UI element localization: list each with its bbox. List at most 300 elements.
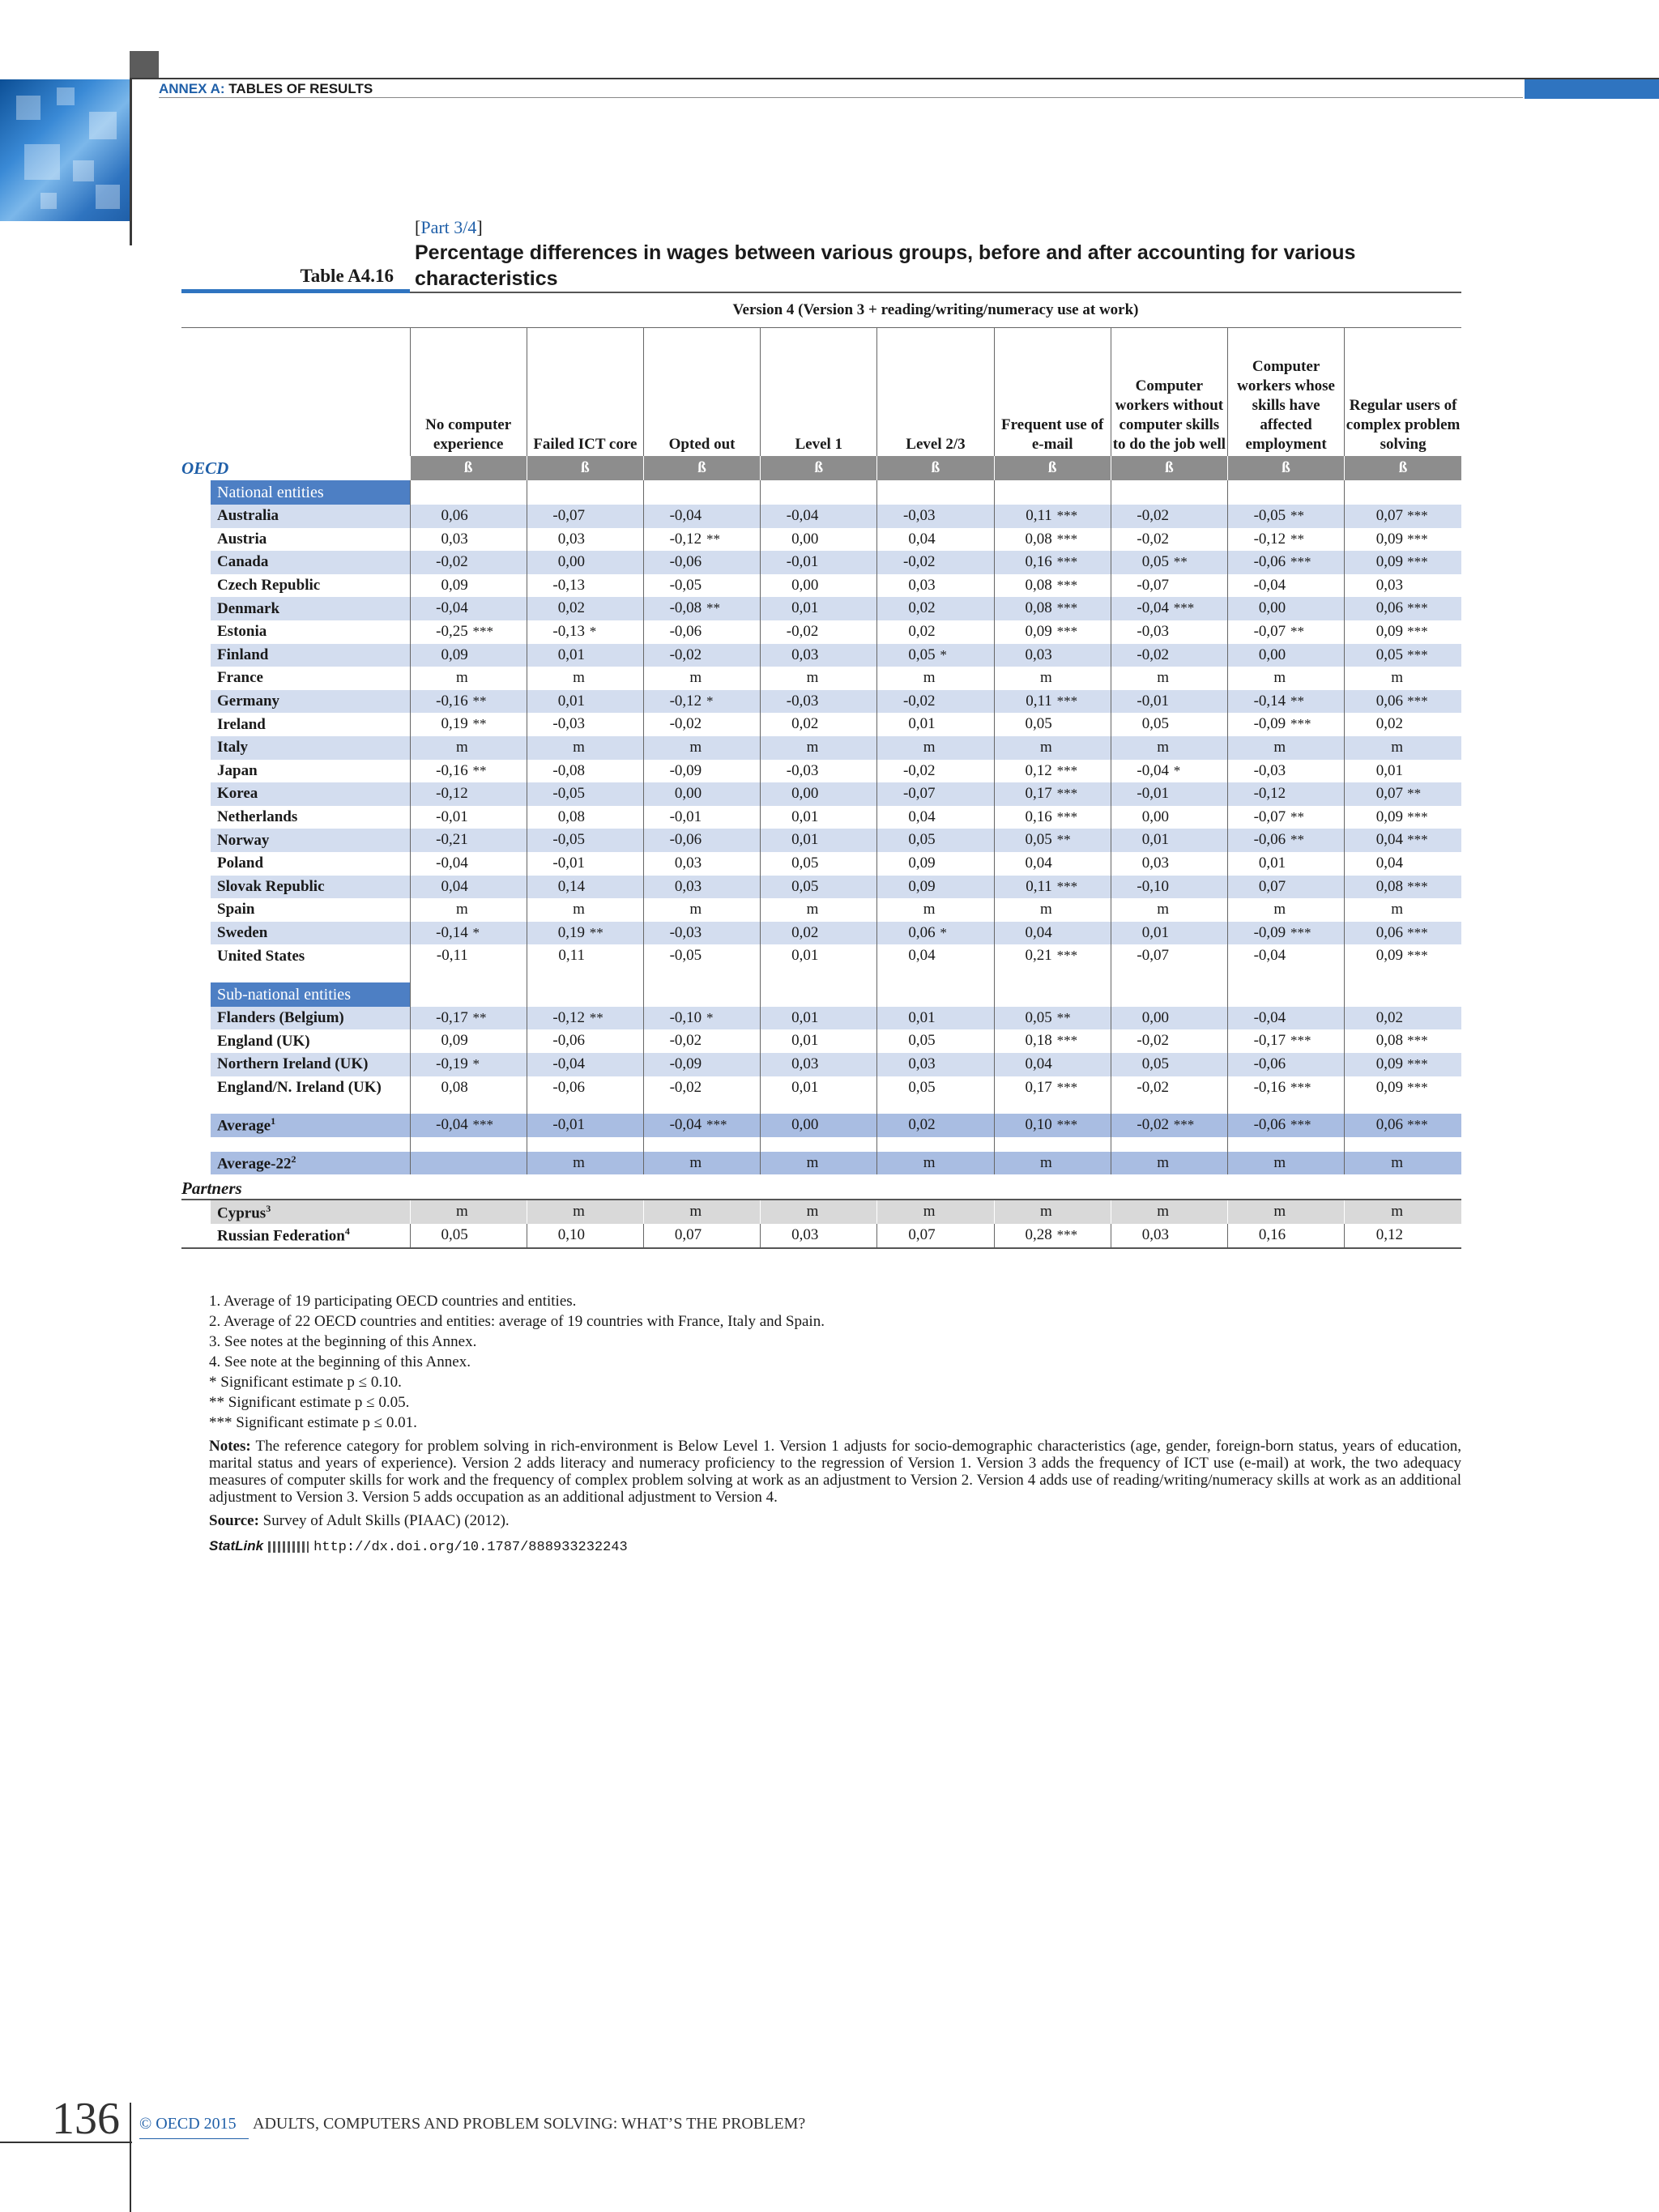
data-cell: [994, 551, 1111, 574]
cell-value: 0,01: [791, 808, 819, 825]
cell-value: m: [573, 1203, 585, 1221]
data-cell: [994, 667, 1111, 690]
empty-cell: [1345, 982, 1461, 1007]
data-cell: [527, 505, 643, 528]
cell-value: -0,02: [1137, 530, 1169, 548]
significance-stars: ***: [1407, 948, 1428, 964]
version-row: [181, 293, 1461, 328]
data-cell: [761, 597, 877, 620]
significance-stars: ***: [1056, 1227, 1078, 1243]
data-cell: [1111, 505, 1227, 528]
group-oecd: OECD: [181, 458, 229, 478]
cell-value: 0,03: [908, 576, 936, 594]
section-row: [181, 480, 1461, 505]
table-row: [181, 782, 1461, 806]
significance-stars: ***: [1056, 554, 1078, 570]
data-cell: [643, 782, 760, 806]
empty-cell: [994, 968, 1111, 982]
row-label: [181, 806, 410, 829]
data-cell: [761, 1053, 877, 1076]
cell-value: 0,05: [791, 854, 819, 872]
data-cell: [527, 644, 643, 667]
table-row: [181, 1200, 1461, 1224]
empty-cell: [877, 968, 994, 982]
cell-value: m: [1391, 738, 1403, 756]
column-header-row: [181, 328, 1461, 457]
cell-value: 0,01: [908, 715, 936, 733]
table-row: [181, 1053, 1461, 1076]
data-cell: [527, 1200, 643, 1224]
cell-value: m: [689, 1153, 702, 1171]
row-name: Netherlands: [217, 808, 298, 826]
row-label: [181, 782, 410, 806]
row-label: [181, 1053, 410, 1076]
cell-value: m: [1157, 1153, 1169, 1171]
cell-value: 0,05: [1141, 715, 1169, 733]
row-name: Cyprus: [217, 1204, 267, 1221]
row-name: France: [217, 669, 263, 687]
data-cell: [877, 944, 994, 968]
column-header: Frequent use of e-mail: [994, 328, 1111, 457]
table-row: [181, 806, 1461, 829]
empty-cell: [1111, 1137, 1227, 1152]
beta-symbol: ß: [1227, 456, 1344, 480]
cell-value: -0,02: [436, 553, 468, 571]
cell-value: 0,02: [908, 622, 936, 640]
significance-stars: ***: [1407, 1056, 1428, 1072]
empty-cell: [1227, 968, 1344, 982]
cell-value: 0,18: [1025, 1032, 1052, 1050]
cell-value: -0,07: [1137, 576, 1169, 594]
cell-value: -0,04: [1137, 599, 1169, 617]
data-cell: [1227, 551, 1344, 574]
data-cell: [1227, 852, 1344, 876]
footnote: * Significant estimate p ≤ 0.10.: [209, 1374, 402, 1391]
empty-cell: [877, 982, 994, 1007]
beta-symbol: ß: [643, 456, 760, 480]
data-cell: [761, 644, 877, 667]
cell-value: 0,01: [791, 1008, 819, 1026]
empty-cell: [877, 1174, 994, 1200]
cell-value: -0,06: [669, 831, 702, 849]
cell-value: 0,03: [1141, 1226, 1169, 1244]
data-cell: [410, 760, 527, 783]
empty-cell: [643, 1099, 760, 1114]
data-cell: [994, 760, 1111, 783]
data-cell: [877, 505, 994, 528]
row-label: [181, 528, 410, 552]
data-cell: [877, 690, 994, 714]
data-cell: [994, 620, 1111, 644]
beta-symbol: ß: [877, 456, 994, 480]
significance-stars: ***: [1173, 600, 1195, 616]
cell-value: 0,03: [791, 646, 819, 663]
data-cell: [1111, 620, 1227, 644]
data-cell: [527, 1114, 643, 1137]
cell-value: -0,06: [1253, 1116, 1286, 1134]
row-name: England/N. Ireland (UK): [217, 1078, 382, 1096]
beta-symbol: ß: [410, 456, 527, 480]
cell-value: -0,01: [552, 1116, 585, 1134]
cell-value: 0,00: [1258, 646, 1286, 663]
cell-value: -0,05: [552, 831, 585, 849]
cell-value: -0,02: [669, 646, 702, 663]
cell-value: 0,17: [1025, 1078, 1052, 1096]
data-cell: [410, 852, 527, 876]
table-id: Table A4.16: [300, 266, 394, 286]
significance-stars: *: [706, 1009, 714, 1025]
data-cell: [410, 505, 527, 528]
significance-stars: ***: [1407, 808, 1428, 825]
cell-value: 0,01: [1258, 854, 1286, 872]
data-cell: [1345, 944, 1461, 968]
cell-value: 0,01: [1375, 761, 1403, 779]
results-table: [181, 293, 1461, 1249]
cell-value: m: [1039, 1203, 1052, 1221]
table-row: [181, 1224, 1461, 1248]
cell-value: 0,09: [1375, 553, 1403, 571]
row-footnote-ref: 2: [291, 1153, 296, 1165]
row-label: [181, 1200, 410, 1224]
cell-value: m: [1273, 1153, 1286, 1171]
significance-stars: *: [472, 1056, 480, 1072]
empty-cell: [1111, 982, 1227, 1007]
cell-value: 0,03: [441, 530, 468, 548]
data-cell: [761, 852, 877, 876]
table-row: [181, 1114, 1461, 1137]
cell-value: 0,09: [1375, 622, 1403, 640]
data-cell: [994, 852, 1111, 876]
table-row: [181, 760, 1461, 783]
row-name: Slovak Republic: [217, 877, 325, 895]
cell-value: 0,00: [1141, 1008, 1169, 1026]
row-label: [181, 667, 410, 690]
column-header: Computer workers without computer skills to do the job well: [1111, 328, 1227, 457]
data-cell: [643, 1076, 760, 1100]
cell-value: m: [1157, 669, 1169, 687]
data-cell: [410, 1114, 527, 1137]
cell-value: -0,07: [1253, 622, 1286, 640]
empty-cell: [643, 982, 760, 1007]
cell-value: 0,09: [441, 1032, 468, 1050]
cell-value: -0,04: [436, 854, 468, 872]
data-cell: [877, 1114, 994, 1137]
table-row: [181, 597, 1461, 620]
data-cell: [1345, 551, 1461, 574]
table-row: [181, 574, 1461, 598]
significance-stars: ***: [1407, 1117, 1428, 1133]
data-cell: [1227, 1053, 1344, 1076]
beta-symbol: ß: [527, 456, 643, 480]
data-cell: [877, 782, 994, 806]
data-cell: [643, 667, 760, 690]
row-label: [181, 736, 410, 760]
table-row: [181, 876, 1461, 899]
cell-value: -0,09: [669, 761, 702, 779]
significance-stars: **: [1290, 832, 1304, 848]
cell-value: 0,19: [557, 923, 585, 941]
data-cell: [410, 1076, 527, 1100]
data-cell: [994, 1076, 1111, 1100]
row-name: England (UK): [217, 1032, 310, 1050]
data-cell: [410, 713, 527, 736]
cell-value: 0,04: [1375, 854, 1403, 872]
part-open-bracket: [: [415, 217, 421, 237]
data-cell: [877, 806, 994, 829]
cell-value: 0,05: [1375, 646, 1403, 663]
cell-value: 0,04: [1025, 854, 1052, 872]
data-cell: [1227, 898, 1344, 922]
data-cell: [877, 667, 994, 690]
section-row: [181, 982, 1461, 1007]
data-cell: [410, 620, 527, 644]
cell-value: 0,02: [791, 923, 819, 941]
data-cell: [1227, 667, 1344, 690]
significance-stars: ***: [1056, 1079, 1078, 1095]
data-cell: [527, 1224, 643, 1248]
notes-text: The reference category for problem solving in rich-environment is Below Level 1. Version 1 adjusts for socio-demographic characteristics (age, gender, foreign-born status, years of education, marital status and years of experience). Version 2 adds literacy and numeracy proficiency to the regression of Version 1. Version 3 adds the frequency of ICT use (e-mail) at work, the two adequacy measures of computer skills for work and the frequency of complex problem solving at work as an adjustment to Version 2. Version 4 adds use of reading/writing/numeracy skills at work as an additional adjustment to Version 3. Version 5 adds occupation as an additional adjustment to Version 4.: [209, 1438, 1461, 1506]
table-row: [181, 1076, 1461, 1100]
data-cell: [994, 528, 1111, 552]
data-cell: [877, 760, 994, 783]
data-cell: [527, 876, 643, 899]
source-text: Survey of Adult Skills (PIAAC) (2012).: [262, 1512, 510, 1529]
empty-cell: [410, 480, 527, 505]
row-name: Korea: [217, 785, 258, 803]
data-cell: [994, 898, 1111, 922]
cell-value: m: [689, 669, 702, 687]
table-row: [181, 1029, 1461, 1053]
data-cell: [877, 876, 994, 899]
footnote: 1. Average of 19 participating OECD countries and entities.: [209, 1293, 577, 1310]
cell-value: 0,09: [1375, 530, 1403, 548]
cell-value: 0,02: [557, 599, 585, 617]
cell-value: -0,04: [786, 507, 819, 524]
data-cell: [410, 1200, 527, 1224]
section-label: TABLES OF RESULTS: [228, 81, 373, 96]
data-cell: [643, 944, 760, 968]
data-cell: [1227, 829, 1344, 852]
data-cell: [527, 1076, 643, 1100]
data-cell: [877, 1152, 994, 1175]
cell-value: 0,10: [1025, 1116, 1052, 1134]
data-cell: [410, 1152, 527, 1175]
cell-value: 0,01: [791, 1032, 819, 1050]
cell-value: -0,25: [436, 622, 468, 640]
data-cell: [994, 597, 1111, 620]
data-cell: [994, 1029, 1111, 1053]
data-cell: [643, 1007, 760, 1030]
cell-value: 0,01: [557, 692, 585, 710]
empty-cell: [1345, 1099, 1461, 1114]
cell-value: -0,07: [902, 785, 936, 803]
cell-value: 0,06: [1375, 599, 1403, 617]
cell-value: -0,11: [436, 947, 468, 965]
row-label: [181, 1152, 410, 1175]
footnote: *** Significant estimate p ≤ 0.01.: [209, 1414, 417, 1431]
row-name: Czech Republic: [217, 577, 321, 595]
table-row: [181, 620, 1461, 644]
cell-value: 0,03: [1025, 646, 1052, 663]
cell-value: m: [689, 738, 702, 756]
cell-value: 0,00: [674, 785, 702, 803]
data-cell: [1345, 528, 1461, 552]
data-cell: [1227, 713, 1344, 736]
data-cell: [1345, 1200, 1461, 1224]
empty-cell: [1227, 1137, 1344, 1152]
data-cell: [527, 1053, 643, 1076]
cell-value: 0,06: [441, 507, 468, 524]
empty-cell: [410, 982, 527, 1007]
footnotes: [209, 1291, 1461, 1558]
row-name: Norway: [217, 831, 270, 849]
cell-value: 0,03: [908, 1055, 936, 1073]
statlink-url[interactable]: http://dx.doi.org/10.1787/888933232243: [313, 1540, 628, 1555]
empty-cell: [877, 1137, 994, 1152]
footnote: 4. See note at the beginning of this Annex.: [209, 1353, 471, 1370]
cell-value: 0,08: [557, 808, 585, 825]
cell-value: 0,00: [791, 576, 819, 594]
data-cell: [761, 713, 877, 736]
cell-value: 0,01: [908, 1008, 936, 1026]
data-cell: [877, 644, 994, 667]
data-cell: [1345, 782, 1461, 806]
significance-stars: ***: [1290, 716, 1311, 732]
data-cell: [877, 1053, 994, 1076]
group-partners: Partners: [181, 1178, 242, 1199]
cell-value: 0,11: [558, 947, 585, 965]
row-label: [181, 922, 410, 945]
data-cell: [877, 1224, 994, 1248]
data-cell: [877, 829, 994, 852]
footnote: ** Significant estimate p ≤ 0.05.: [209, 1394, 410, 1411]
significance-stars: ***: [1407, 1079, 1428, 1095]
data-cell: [643, 551, 760, 574]
significance-stars: ***: [1290, 554, 1311, 570]
data-cell: [761, 1007, 877, 1030]
cell-value: -0,02: [669, 1032, 702, 1050]
cell-value: -0,12: [1253, 530, 1286, 548]
row-name: Estonia: [217, 623, 267, 641]
cell-value: 0,09: [441, 576, 468, 594]
footer-copyright: © OECD 2015: [139, 2115, 237, 2133]
data-cell: [994, 736, 1111, 760]
table-row: [181, 713, 1461, 736]
data-cell: [761, 1114, 877, 1137]
cell-value: -0,16: [1253, 1078, 1286, 1096]
data-cell: [410, 1007, 527, 1030]
empty-cell: [761, 1137, 877, 1152]
data-cell: [527, 620, 643, 644]
table-title: Percentage differences in wages between various groups, before and after accounting for various characteristics: [415, 241, 1356, 290]
data-cell: [1345, 736, 1461, 760]
data-cell: [1345, 1152, 1461, 1175]
cell-value: -0,12: [436, 785, 468, 803]
row-label: [181, 1007, 410, 1030]
data-cell: [527, 898, 643, 922]
data-cell: [643, 852, 760, 876]
data-cell: [1345, 876, 1461, 899]
cell-value: -0,09: [1253, 715, 1286, 733]
empty-cell: [527, 968, 643, 982]
significance-stars: *: [589, 623, 597, 639]
cell-value: m: [923, 738, 936, 756]
data-cell: [410, 922, 527, 945]
data-cell: [1227, 644, 1344, 667]
data-cell: [527, 760, 643, 783]
significance-stars: **: [472, 1009, 487, 1025]
significance-stars: ***: [1407, 924, 1428, 940]
cell-value: 0,03: [1375, 576, 1403, 594]
table-part: [415, 217, 483, 238]
data-cell: [1345, 852, 1461, 876]
cell-value: 0,09: [908, 877, 936, 895]
cell-value: m: [806, 1153, 819, 1171]
significance-stars: **: [472, 762, 487, 778]
data-cell: [527, 782, 643, 806]
cell-value: 0,11: [1026, 877, 1052, 895]
cell-value: 0,05: [1141, 553, 1169, 571]
cell-value: m: [1391, 1203, 1403, 1221]
cell-value: -0,17: [1253, 1032, 1286, 1050]
row-name: Denmark: [217, 599, 280, 617]
data-cell: [994, 1200, 1111, 1224]
source-line: [209, 1511, 1461, 1531]
data-cell: [643, 898, 760, 922]
table-row: [181, 528, 1461, 552]
significance-stars: ***: [472, 623, 494, 639]
header-corner-block: [130, 51, 159, 79]
cell-value: -0,04: [552, 1055, 585, 1073]
data-cell: [1111, 1053, 1227, 1076]
data-cell: [643, 528, 760, 552]
data-cell: [761, 574, 877, 598]
empty-cell: [1345, 968, 1461, 982]
data-cell: [1111, 690, 1227, 714]
data-cell: [994, 690, 1111, 714]
cell-value: -0,03: [786, 761, 819, 779]
row-label: [181, 760, 410, 783]
annex-label: ANNEX A: [159, 81, 220, 96]
cell-value: 0,00: [791, 530, 819, 548]
significance-stars: **: [589, 1009, 603, 1025]
significance-stars: **: [1056, 1009, 1071, 1025]
cell-value: 0,06: [908, 923, 936, 941]
column-header: No computer experience: [410, 328, 527, 457]
data-cell: [1111, 852, 1227, 876]
cell-value: 0,02: [1375, 715, 1403, 733]
significance-stars: *: [1173, 762, 1181, 778]
data-cell: [1345, 806, 1461, 829]
data-cell: [643, 1053, 760, 1076]
data-cell: [643, 1029, 760, 1053]
data-cell: [643, 806, 760, 829]
data-cell: [1345, 1007, 1461, 1030]
table-row: [181, 1007, 1461, 1030]
empty-cell: [1345, 480, 1461, 505]
cell-value: -0,01: [1137, 785, 1169, 803]
statlink-label: StatLink: [209, 1538, 264, 1554]
significance-stars: ***: [1056, 1117, 1078, 1133]
empty-cell: [181, 1137, 410, 1152]
significance-stars: ***: [1056, 786, 1078, 802]
significance-stars: ***: [1407, 600, 1428, 616]
beta-row: [181, 456, 1461, 480]
cell-value: -0,10: [1137, 877, 1169, 895]
cell-value: -0,04: [1253, 947, 1286, 965]
cell-value: -0,14: [436, 923, 468, 941]
significance-stars: ***: [1173, 1117, 1195, 1133]
